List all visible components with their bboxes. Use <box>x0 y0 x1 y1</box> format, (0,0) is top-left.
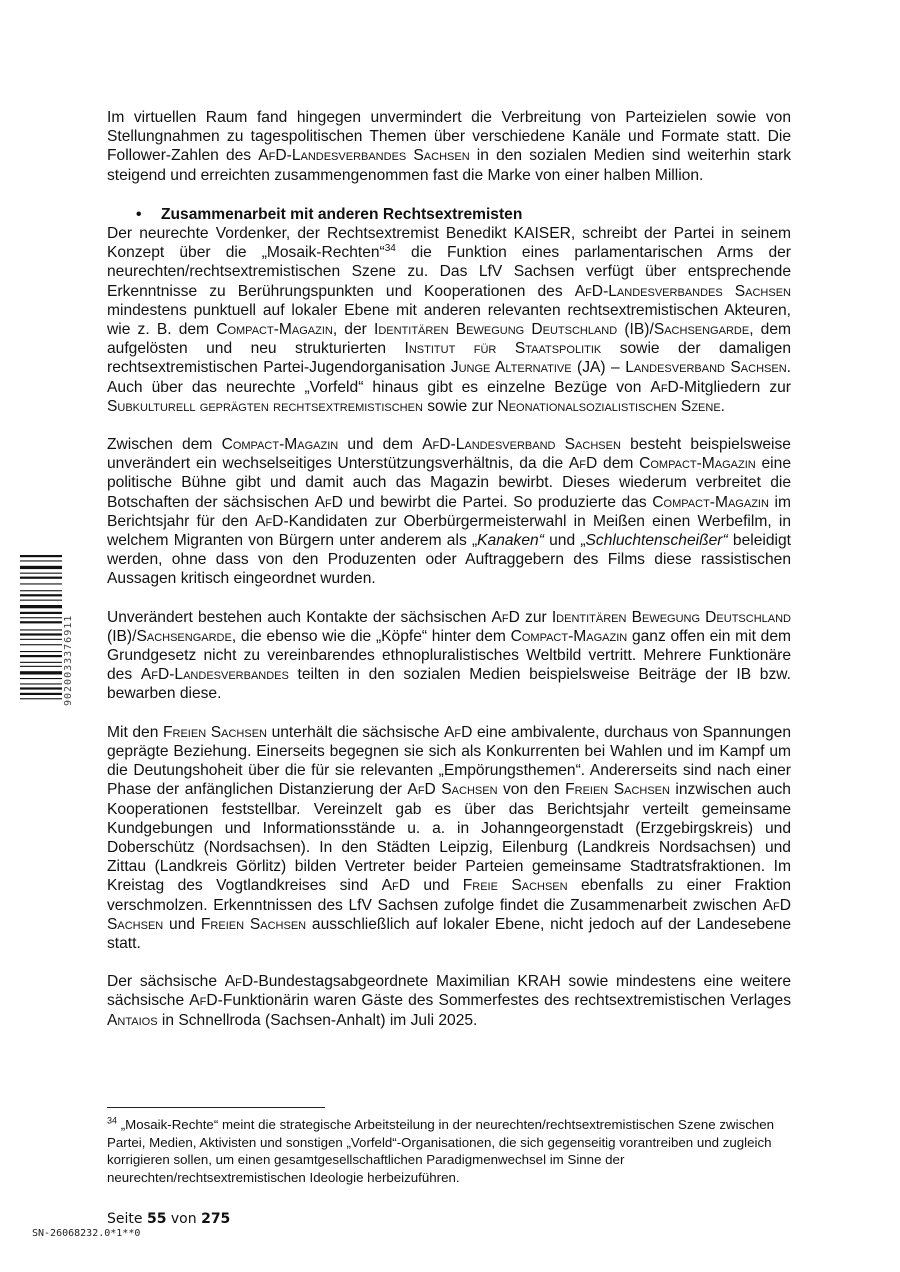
barcode-bar <box>20 566 62 569</box>
footnote-divider <box>107 1107 325 1108</box>
page-separator: von <box>170 1211 197 1227</box>
barcode-bar <box>20 698 62 699</box>
heading-text: Zusammenarbeit mit anderen Rechtsextremisten <box>161 205 523 223</box>
page-total: 275 <box>201 1211 231 1227</box>
document-id: SN-26068232.0*1**0 <box>32 1228 141 1239</box>
page-current: 55 <box>146 1211 167 1227</box>
barcode-bar <box>20 671 62 674</box>
barcode-bar <box>20 683 62 684</box>
barcode-bar <box>20 573 62 574</box>
barcode-bar <box>20 687 62 689</box>
barcode-bar <box>20 621 62 623</box>
paragraph-5: Der sächsische AfD-Bundestagsabgeordnete Maximilian KRAH sowie mindestens eine weitere sächsische AfD-Funktionärin waren Gäste des Sommerfestes des rechtsextremistischen Verlages Antaios in Schnellroda (Sachsen-Anhalt) im Juli 2025. <box>107 973 791 1029</box>
page-label: Seite <box>107 1211 143 1227</box>
footnote-ref: 34 <box>384 243 396 255</box>
footnote <box>107 1116 791 1186</box>
footnote-number: 34 <box>107 1115 118 1126</box>
section-heading <box>107 205 791 224</box>
main-text <box>107 108 791 1030</box>
barcode-bar <box>20 678 62 679</box>
paragraph-intro: Im virtuellen Raum fand hingegen unvermindert die Verbreitung von Parteizielen sowie von Stellungnahmen zu tagespolitischen Themen über verschiedene Kanäle und Formate statt. Die Follower-Zahlen des AfD-Landesverbandes Sachsen in den sozialen Medien sind weiterhin stark steigend und erreichten zusammengenommen fast die Marke von einer halben Million. <box>107 109 791 184</box>
barcode-bar <box>20 633 62 635</box>
barcode-bar <box>20 583 62 584</box>
barcode-bar <box>20 612 62 614</box>
barcode-bar <box>20 605 62 608</box>
barcode-digits: 9020033376911 <box>63 614 74 706</box>
paragraph-1: Der neurechte Vordenker, der Rechtsextremist Benedikt KAISER, schreibt der Partei in seinem Konzept über die „Mosaik-Rechten“$^{34}$ die Funktion eines parlamentarischen Arms der neurechten/rechtsextremistischen Szene zu. Das LfV Sachsen verfügt über entsprechende Erkenntnisse zu Berührungspunkten und Kooperationen des AfD-Landesverbandes Sachsen mindestens punktuell auf lokaler Ebene mit anderen relevanten rechtsextremistischen Akteuren, wie z. B. dem Compact-Magazin, der Identitären Bewegung Deutschland (IB)/Sachsengarde, dem aufgelösten und neu strukturierten Institut für Staatspolitik sowie der damaligen rechtsextremistischen Partei-Jugendorganisation Junge Alternative (JA) – Landesverband Sachsen. Auch über das neurechte „Vorfeld“ hinaus gibt es einzelne Bezüge von AfD-Mitgliedern zur Subkulturell geprägten rechtsextremistischen sowie zur Neonationalsozialistischen Szene. <box>107 225 792 415</box>
barcode-bar <box>20 639 62 640</box>
barcode-bars <box>20 555 62 707</box>
barcode-bar <box>20 629 62 630</box>
barcode-bar <box>20 594 62 596</box>
barcode-bar <box>20 617 62 618</box>
paragraph-4: Mit den Freien Sachsen unterhält die sächsische AfD eine ambivalente, durchaus von Spannungen geprägte Beziehung. Einerseits begegnen sie sich als Konkurrenten bei Wahlen und im Kampf um die Deutungshoheit über die für sie relevanten „Empörungsthemen“. Andererseits sind nach einer Phase der anfänglichen Distanzierung der AfD Sachsen von den Freien Sachsen inzwischen auch Kooperationen feststellbar. Vereinzelt gab es über das Berichtsjahr verteilt gemeinsame Kundgebungen und Informationsstände u. a. in Johanngeorgenstadt (Erzgebirgskreis) und Doberschütz (Nordsachsen). In den Städten Leipzig, Eilenburg (Landkreis Nordsachsen) und Zittau (Landkreis Görlitz) bilden Vertreter beider Parteien gemeinsame Stadtratsfraktionen. Im Kreistag des Vogtlandkreises sind AfD und Freie Sachsen ebenfalls zu einer Fraktion verschmolzen. Erkenntnissen des LfV Sachsen zufolge findet die Zusammenarbeit zwischen AfD Sachsen und Freien Sachsen ausschließlich auf lokaler Ebene, nicht jedoch auf der Landesebene statt. <box>107 723 792 952</box>
barcode-bar <box>20 644 62 645</box>
barcode-bar <box>20 577 62 579</box>
paragraph-3: Unverändert bestehen auch Kontakte der sächsischen AfD zur Identitären Bewegung Deutschland (IB)/Sachsengarde, die ebenso wie die „Köpfe“ hinter dem Compact-Magazin ganz offen ein mit dem Grundgesetz nicht zu vereinbarendes ethnopluralistisches Weltbild vertritt. Mehrere Funktionäre des AfD-Landesverbandes teilten in den sozialen Medien beispielsweise Beiträge der IB bzw. bewarben diese. <box>107 608 791 703</box>
page-number <box>107 1211 230 1227</box>
barcode-bar <box>20 555 62 557</box>
footnote-text: „Mosaik-Rechte“ meint die strategische Arbeitsteilung in der neurechten/rechtsextremistischen Szene zwischen Partei, Medien, Aktivisten und sonstigen „Vorfeld“-Organisationen, die sich gegenseitig vorantreiben und zugleich korrigieren sollen, um einen gesamtgesellschaftlichen Paradigmenwechsel im Sinne der neurechten/rechtsextremistischen Ideologie herbeizuführen. <box>107 1117 775 1185</box>
barcode-bar <box>20 590 62 591</box>
barcode-bar <box>20 560 62 561</box>
barcode-bar <box>20 655 62 657</box>
barcode-bar <box>20 651 62 652</box>
heading-bullet: • <box>136 205 142 223</box>
paragraph-2: Zwischen dem Compact-Magazin und dem AfD-Landesverband Sachsen besteht beispielsweise unverändert ein wechselseitiges Unterstützungsverhältnis, da die AfD dem Compact-Magazin eine politische Bühne gibt und damit auch das Magazin bewirbt. Dieses wiederum verbreitet die Botschaften der sächsischen AfD und bewirbt die Partei. So produzierte das Compact-Magazin im Berichtsjahr für den AfD-Kandidaten zur Oberbürgermeisterwahl in Meißen einen Werbefilm, in welchem Migranten von Bürgern unter anderem als „Kanaken“ und „Schluchtenscheißer“ beleidigt werden, ohne dass von den Produzenten oder Auftraggebern des Films diese rassistischen Aussagen kritisch eingeordnet wurden. <box>107 436 791 588</box>
barcode-bar <box>20 693 62 695</box>
barcode-bar <box>20 600 62 601</box>
barcode-bar <box>20 666 62 667</box>
barcode-bar <box>20 662 62 663</box>
